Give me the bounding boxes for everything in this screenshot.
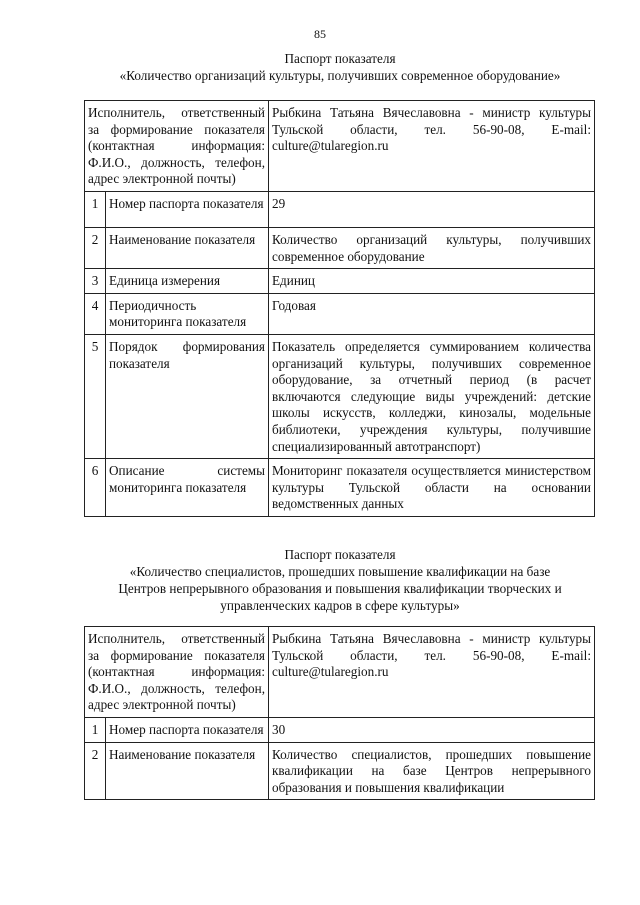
row-number: 6 [85,459,106,517]
table-row-executor [85,627,595,718]
section-title-line: «Количество специалистов, прошедших повышение квалификации на базе [129,564,551,579]
section-title-line: управленческих кадров в сфере культуры» [220,598,460,613]
row-number: 1 [85,191,106,227]
row-number: 3 [85,269,106,294]
row-label: Единица измерения [106,269,269,294]
row-number: 2 [85,742,106,800]
section-title-line: «Количество организаций культуры, получивших современное оборудование» [119,68,561,83]
executor-label: Исполнитель, ответственный за формирование показателя (контактная информация: Ф.И.О., должность, телефон, адрес электронной почты) [85,627,269,718]
section-title-2 [80,546,600,614]
row-label: Порядок формирования показателя [106,334,269,458]
table-row [85,717,595,742]
row-number: 5 [85,334,106,458]
table-row [85,293,595,334]
row-value: Мониторинг показателя осуществляется министерством культуры Тульской области на основании ведомственных данных [269,459,595,517]
section-title-line: Паспорт показателя [284,547,396,562]
section-title-line: Паспорт показателя [284,51,396,66]
row-label: Наименование показателя [106,227,269,268]
executor-value: Рыбкина Татьяна Вячеславовна - министр культуры Тульской области, тел. 56-90-08, E-mail: culture@tularegion.ru [269,101,595,192]
table-row [85,227,595,268]
row-number: 4 [85,293,106,334]
row-label: Номер паспорта показателя [106,191,269,227]
executor-value: Рыбкина Татьяна Вячеславовна - министр культуры Тульской области, тел. 56-90-08, E-mail: culture@tularegion.ru [269,627,595,718]
row-value: Показатель определяется суммированием количества организаций культуры, получивших современное оборудование, за отчетный период (в расчет включаются следующие виды учреждений: детские школы искусств, колледжи, кинозалы, модельные библиотеки, учреждения культуры, получившие специализированный автотранспорт) [269,334,595,458]
table-row [85,269,595,294]
row-value: 30 [269,717,595,742]
row-value: 29 [269,191,595,227]
passport-table-2 [84,626,595,800]
section-title-line: Центров непрерывного образования и повышения квалификации творческих и [118,581,562,596]
row-value: Годовая [269,293,595,334]
row-label: Номер паспорта показателя [106,717,269,742]
table-row [85,459,595,517]
row-value: Количество организаций культуры, получивших современное оборудование [269,227,595,268]
table-row [85,742,595,800]
row-value: Количество специалистов, прошедших повышение квалификации на базе Центров непрерывного образования и повышения квалификации [269,742,595,800]
row-label: Описание системы мониторинга показателя [106,459,269,517]
row-label: Наименование показателя [106,742,269,800]
row-number: 2 [85,227,106,268]
table-row-executor [85,101,595,192]
page-number: 85 [314,27,326,41]
section-title-1 [80,50,600,84]
row-value: Единиц [269,269,595,294]
table-row [85,191,595,227]
table-row [85,334,595,458]
executor-label: Исполнитель, ответственный за формирование показателя (контактная информация: Ф.И.О., должность, телефон, адрес электронной почты) [85,101,269,192]
row-label: Периодичность мониторинга показателя [106,293,269,334]
passport-table-1 [84,100,595,517]
row-number: 1 [85,717,106,742]
